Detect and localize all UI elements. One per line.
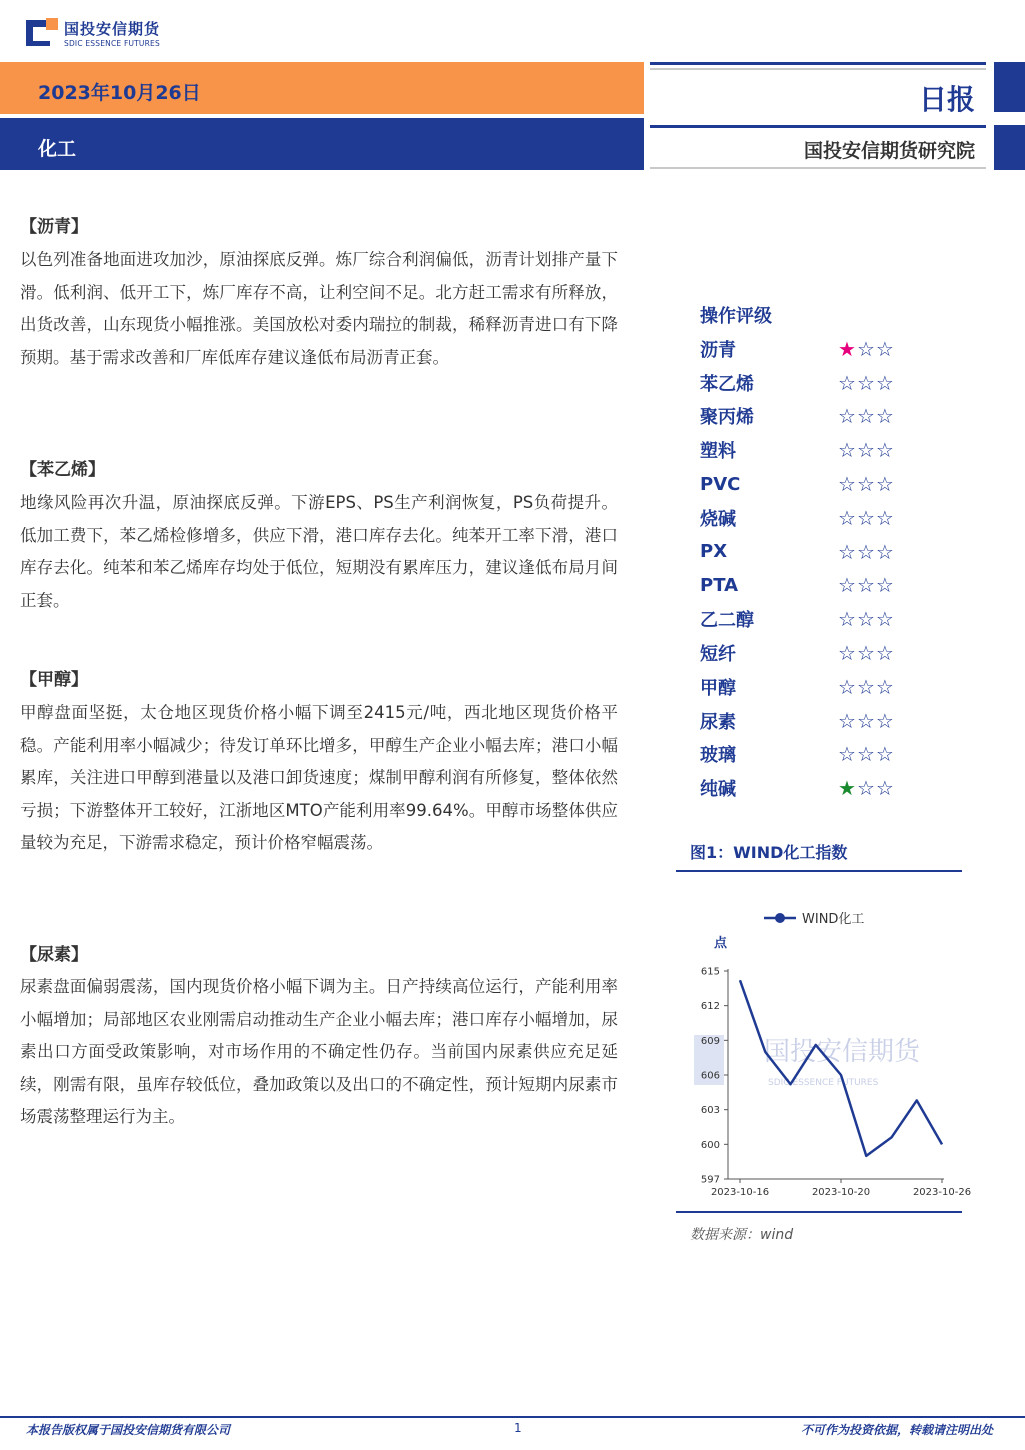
rating-name: 甲醇	[700, 677, 736, 699]
star-empty-icon: ☆	[838, 438, 856, 463]
line-chart	[676, 895, 972, 1210]
rating-name: 纯碱	[700, 779, 736, 801]
star-empty-icon: ☆	[838, 573, 856, 598]
institute-name: 国投安信期货研究院	[803, 140, 975, 162]
rating-row	[700, 670, 930, 704]
star-empty-icon: ☆	[875, 641, 894, 666]
star-empty-icon: ☆	[856, 708, 875, 733]
rating-row	[700, 400, 930, 434]
rating-name: 苯乙烯	[700, 373, 754, 395]
rating-list	[700, 332, 930, 805]
header-right-rule-grey	[650, 68, 986, 70]
report-sector: 化工	[38, 138, 77, 160]
star-empty-icon: ☆	[856, 336, 875, 361]
star-empty-icon: ☆	[838, 539, 856, 564]
footer-rule	[0, 1416, 1025, 1418]
star-empty-icon: ☆	[875, 370, 894, 395]
star-empty-icon: ☆	[856, 573, 875, 598]
footer-copyright: 本报告版权属于国投安信期货有限公司	[26, 1423, 231, 1437]
rating-row	[700, 738, 930, 772]
star-empty-icon: ☆	[875, 742, 894, 767]
figure-source: 数据来源：wind	[690, 1227, 794, 1243]
section-body-urea: 尿素盘面偏弱震荡，国内现货价格小幅下调为主。日产持续高位运行，产能利用率小幅增加；局部地区农业刚需启动推动生产企业小幅去库；港口库存小幅增加，尿素出口方面受政策影响，对市场作用的不确定性仍存。当前国内尿素供应充足延续，刚需有限，虽库存较低位，叠加政策以及出口的不确定性，预计短期内尿素市场震荡整理运行为主。	[20, 977, 618, 1126]
star-empty-icon: ☆	[875, 505, 894, 530]
figure-top-rule	[676, 870, 962, 872]
company-logo-icon	[24, 18, 58, 50]
rating-row	[700, 535, 930, 569]
star-empty-icon: ☆	[838, 505, 856, 530]
logo-cn-text: 国投安信期货	[64, 20, 161, 38]
rating-row	[700, 771, 930, 805]
star-filled-icon: ★	[838, 776, 856, 801]
x-tick-label: 2023-10-26	[912, 1187, 972, 1198]
rating-row	[700, 602, 930, 636]
star-empty-icon: ☆	[838, 674, 856, 699]
section-body-asphalt: 以色列准备地面进攻加沙，原油探底反弹。炼厂综合利润偏低，沥青计划排产量下滑。低利润、低开工下，炼厂库存不高，让利空间不足。北方赶工需求有所释放，出货改善，山东现货小幅推涨。美国放松对委内瑞拉的制裁，稀释沥青进口有下降预期。基于需求改善和厂库低库存建议逢低布局沥青正套。	[20, 250, 618, 367]
chart-watermark: 国投安信期货	[764, 1037, 921, 1067]
y-tick-label: 612	[700, 1001, 720, 1013]
legend-label: WIND化工	[802, 912, 865, 927]
star-empty-icon: ☆	[856, 674, 875, 699]
rating-name: 玻璃	[700, 745, 736, 767]
rating-name: PX	[700, 541, 728, 563]
star-empty-icon: ☆	[856, 539, 875, 564]
section-body-methanol: 甲醇盘面坚挺，太仓地区现货价格小幅下调至2415元/吨，西北地区现货价格平稳。产能利用率小幅减少；待发订单环比增多，甲醇生产企业小幅去库；港口小幅累库，关注进口甲醇到港量以及港口卸货速度；煤制甲醇利润有所修复，整体依然亏损；下游整体开工较好，江浙地区MTO产能利用率99.64%。甲醇市场整体供应量较为充足，下游需求稳定，预计价格窄幅震荡。	[20, 703, 618, 852]
section-heading-urea: 【尿素】	[20, 945, 88, 965]
star-empty-icon: ☆	[856, 505, 875, 530]
section-heading-asphalt: 【沥青】	[20, 217, 88, 237]
star-empty-icon: ☆	[875, 472, 894, 497]
star-empty-icon: ☆	[838, 404, 856, 429]
series-line-wind-chem	[740, 980, 942, 1156]
star-empty-icon: ☆	[875, 573, 894, 598]
report-date: 2023年10月26日	[38, 82, 201, 104]
y-tick-label: 603	[700, 1105, 720, 1117]
section-heading-methanol: 【甲醇】	[20, 670, 88, 690]
rating-row	[700, 433, 930, 467]
star-filled-icon: ★	[838, 336, 856, 361]
header-right-rule-top	[650, 62, 986, 65]
rating-name: 沥青	[700, 339, 736, 361]
y-axis-label: 点	[714, 936, 728, 951]
star-empty-icon: ☆	[838, 641, 856, 666]
rating-row	[700, 332, 930, 366]
figure-bottom-rule	[676, 1211, 962, 1213]
header-blue-bar	[0, 118, 644, 170]
figure-title: 图1：WIND化工指数	[690, 843, 848, 862]
y-tick-label: 606	[700, 1070, 720, 1082]
star-empty-icon: ☆	[838, 472, 856, 497]
star-empty-icon: ☆	[838, 708, 856, 733]
rating-name: 尿素	[700, 711, 736, 733]
star-empty-icon: ☆	[875, 607, 894, 632]
rating-name: PVC	[700, 473, 741, 495]
rating-name: 烧碱	[700, 508, 736, 530]
star-empty-icon: ☆	[875, 674, 894, 699]
star-empty-icon: ☆	[875, 336, 894, 361]
rating-row	[700, 501, 930, 535]
rating-row	[700, 569, 930, 603]
star-empty-icon: ☆	[856, 776, 875, 801]
y-tick-label: 600	[700, 1139, 720, 1151]
star-empty-icon: ☆	[838, 370, 856, 395]
rating-row	[700, 636, 930, 670]
header-right-rule-bottom	[650, 167, 986, 169]
report-type: 日报	[918, 83, 975, 116]
x-tick-label: 2023-10-16	[710, 1187, 770, 1198]
star-empty-icon: ☆	[875, 776, 894, 801]
x-tick-label: 2023-10-20	[811, 1187, 871, 1198]
rating-name: 短纤	[700, 644, 736, 666]
star-empty-icon: ☆	[856, 641, 875, 666]
section-body-styrene: 地缘风险再次升温，原油探底反弹。下游EPS、PS生产利润恢复，PS负荷提升。低加工费下，苯乙烯检修增多，供应下滑，港口库存去化。纯苯开工率下滑，港口库存去化。纯苯和苯乙烯库存均处于低位，短期没有累库压力，建议逢低布局月间正套。	[20, 493, 618, 610]
star-empty-icon: ☆	[875, 404, 894, 429]
star-empty-icon: ☆	[838, 607, 856, 632]
rating-row	[700, 704, 930, 738]
logo-en-text: SDIC ESSENCE FUTURES	[64, 39, 160, 48]
star-empty-icon: ☆	[856, 742, 875, 767]
y-tick-label: 609	[700, 1035, 720, 1047]
y-tick-label: 615	[700, 966, 720, 978]
header-right-block-top	[994, 62, 1025, 112]
header-right-rule-mid	[650, 125, 986, 128]
footer-disclaimer: 不可作为投资依据，转载请注明出处	[800, 1423, 993, 1437]
rating-name: 塑料	[700, 441, 736, 463]
page-number: 1	[514, 1421, 522, 1435]
y-tick-label: 597	[700, 1174, 720, 1186]
section-heading-styrene: 【苯乙烯】	[20, 460, 105, 480]
star-empty-icon: ☆	[856, 404, 875, 429]
rating-title: 操作评级	[700, 306, 772, 327]
rating-name: PTA	[700, 574, 739, 596]
rating-row	[700, 467, 930, 501]
chart-watermark-en: SDIC ESSENCE FUTURES	[768, 1078, 879, 1088]
star-empty-icon: ☆	[856, 607, 875, 632]
star-empty-icon: ☆	[856, 438, 875, 463]
star-empty-icon: ☆	[875, 438, 894, 463]
star-empty-icon: ☆	[875, 708, 894, 733]
star-empty-icon: ☆	[875, 539, 894, 564]
legend-marker	[775, 913, 785, 923]
header-right-block-bottom	[994, 125, 1025, 170]
rating-name: 乙二醇	[700, 610, 754, 632]
star-empty-icon: ☆	[856, 370, 875, 395]
rating-row	[700, 366, 930, 400]
star-empty-icon: ☆	[838, 742, 856, 767]
star-empty-icon: ☆	[856, 472, 875, 497]
rating-name: 聚丙烯	[700, 407, 754, 429]
